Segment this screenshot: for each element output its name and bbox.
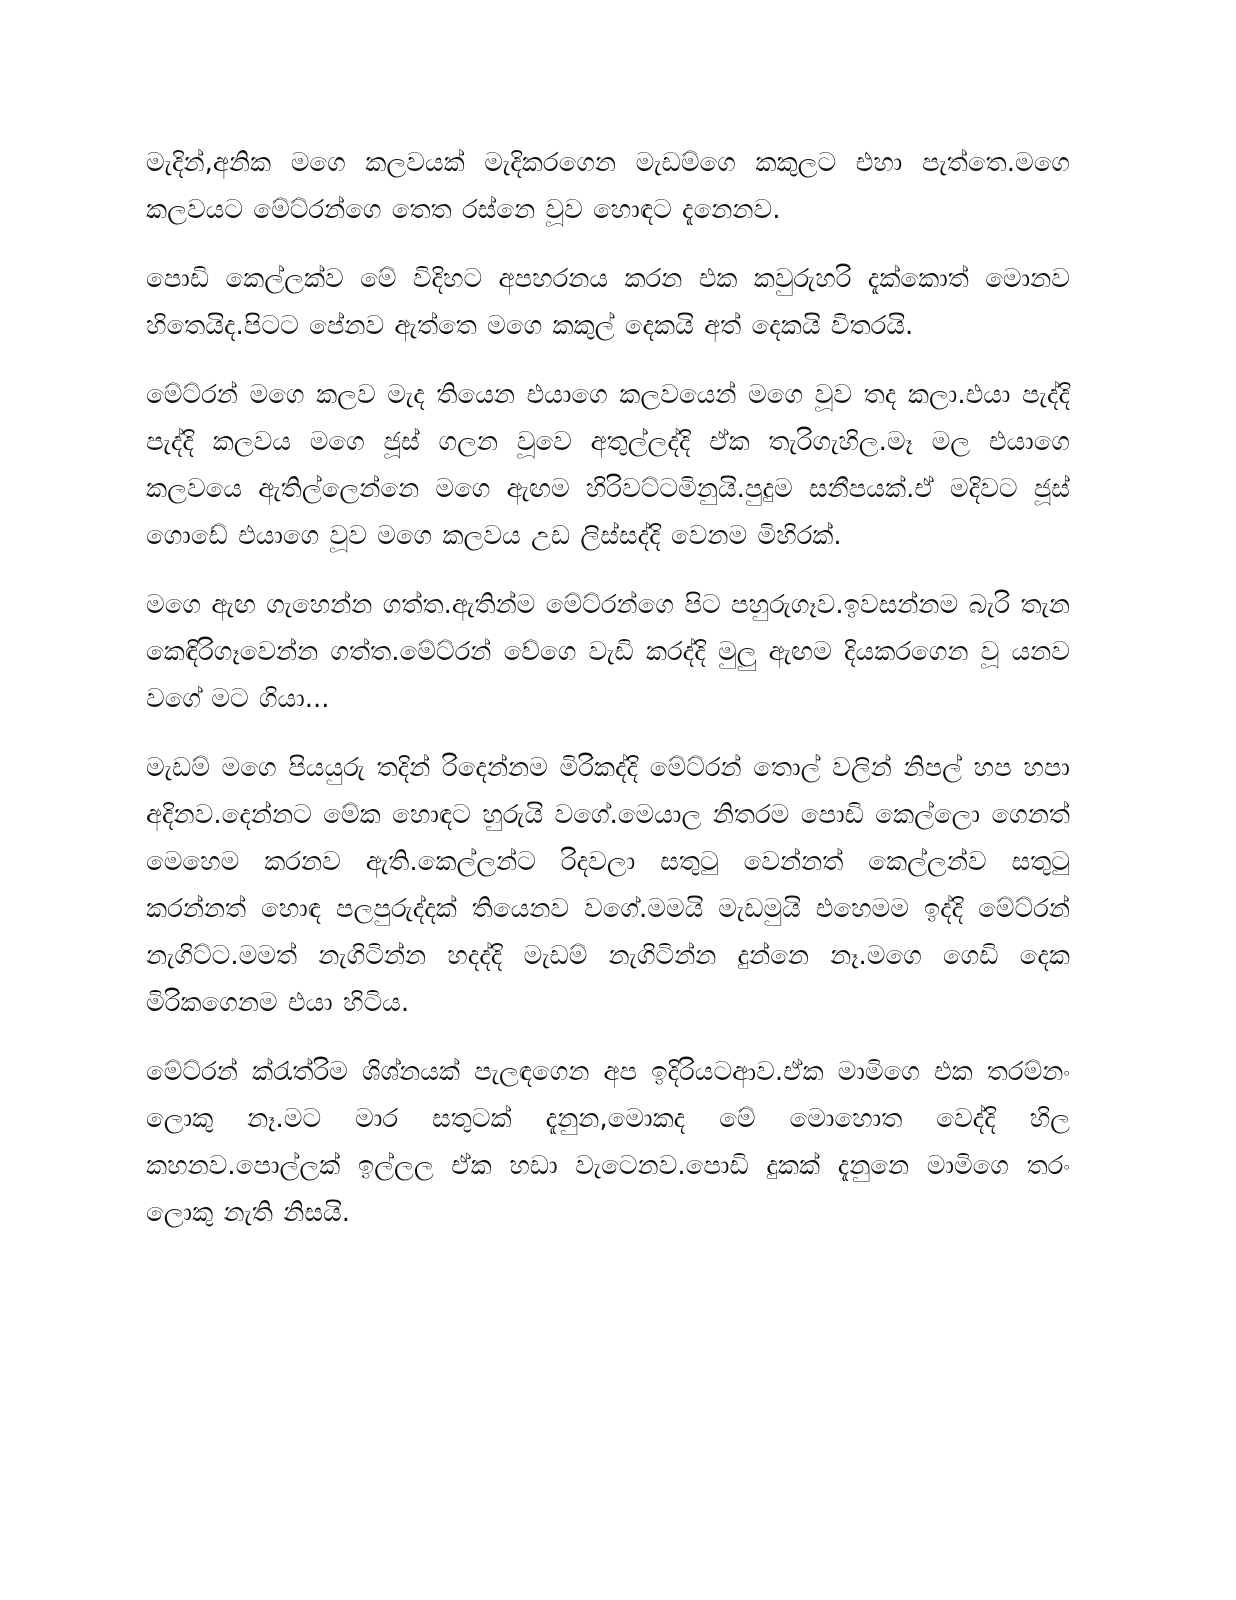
paragraph-3: මේට්රන් මගෙ කලව මැද තියෙන එයාගෙ කලවයෙන් මගෙ වූව තද කලා.එයා පැද්දි පැද්දි කලවය මගෙ ජූස් ගලන වූවෙ අතුල්ලද්දි ඒක තැරිගැහිල.මෑ මල එයාගෙ කලවයෙ ඇතිල්ලෙන්නෙ මගෙ ඇඟම හිරිවට්ටමිනුයි.පුදුම සනීපයක්.ඒ මදිවට ජූස් ගොඩේ එයාගෙ වූව මගෙ කලවය උඩ ලිස්සද්දි වෙනම මිහිරක්. xyxy=(146,380,1070,551)
paragraph-5: මැඩම් මගෙ පියයුරු තදින් රිදෙන්නම මිරිකද්දි මේට්රන් තොල් වලින් නිපල් හප හපා අදිනව.දෙන්නට මේක හොඳට හුරුයි වගේ.මෙයාල නිතරම පොඩි කෙල්ලො ගෙනත් මෙහෙම කරනව ඇති.කෙල්ලන්ට රිදවලා සතුටු වෙන්නත් කෙල්ලන්ව සතුටු කරන්නත් හොඳ පලපුරුද්දක් තියෙනව වගේ.මමයි මැඩමුයි එහෙමම ඉද්දි මේට්රන් නැගිට්ට.මමත් නැගිටින්න හදද්දි මැඩම් නැගිටින්න දුන්නෙ නෑ.මගෙ ගෙඩි දෙක මිරිකගෙනම එයා හිටිය. xyxy=(146,753,1070,1018)
body-text xyxy=(146,140,1070,1237)
paragraph-2: පොඩි කෙල්ලක්ව මේ විදිහට අපහරනය කරන එක කවුරුහරි දැක්කොත් මොනව හිතෙයිද.පිටට පේනව ඇත්තෙ මගෙ කකුල් දෙකයි අත් දෙකයි විතරයි. xyxy=(146,264,1070,341)
paragraph-1: මැදින්,අනික මගෙ කලවයක් මැදිකරගෙන මැඩම්ගෙ කකුලට එහා පැත්තෙ.මගෙ කලවයට මේට්රන්ගෙ තෙත රස්නෙ වූව හොඳට දැනෙනව. xyxy=(146,148,1070,225)
paragraph-4: මගෙ ඇඟ ගැහෙන්න ගත්ත.ඇතින්ම මේට්රන්ගෙ පිට පහුරුගෑව.ඉවසන්නම බැරි තැන කෙඳිරිගෑවෙන්න ගත්ත.මේට්රන් වේගෙ වැඩි කරද්දි මුලු ඇඟම දියකරගෙන වූ යනව වගේ මට ගියා... xyxy=(146,590,1070,714)
paragraph-6: මේට්රන් ක්රැත්රිම ශිශ්නයක් පැලඳගෙන අප ඉදිරියටආව.ඒක මාමිගෙ එක තරම්නං ලොකු නෑ.මට මාර සතුටක් දැනුන,මොකද මේ මොහොත වෙද්දි හිල කහනව.පොල්ලක් ඉල්ලල ඒක හඩා වැටෙනව.පොඩි දුකක් දැනුනෙ මාමිගෙ තරං ලොකු නැති නිසයි. xyxy=(146,1057,1070,1228)
